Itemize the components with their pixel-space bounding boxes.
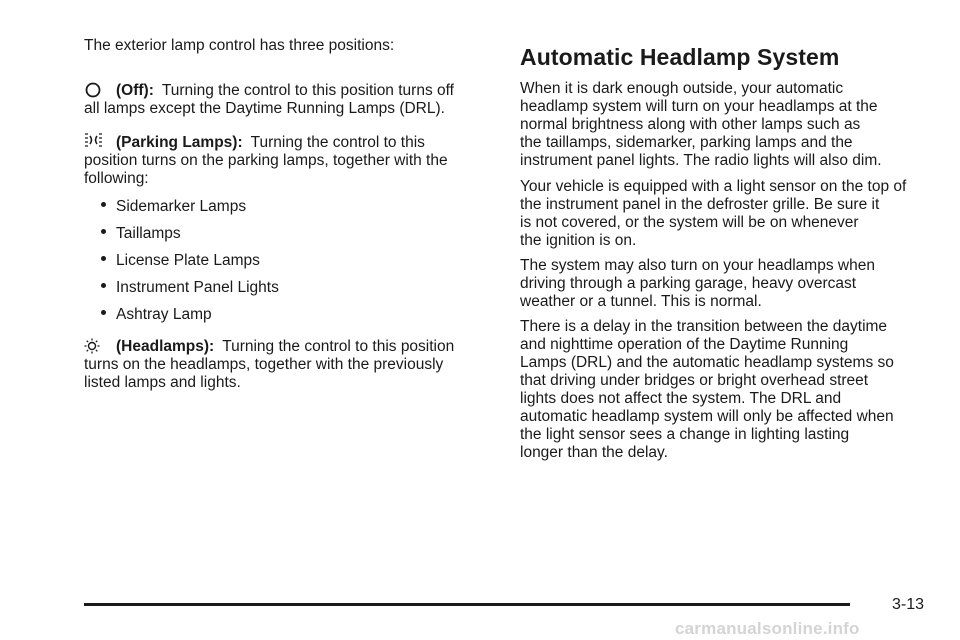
paragraph-line: Lamps (DRL) and the automatic headlamp systems so bbox=[520, 354, 894, 371]
off-position-item bbox=[84, 80, 454, 118]
off-text-line2: all lamps except the Daytime Running Lamps (DRL). bbox=[84, 100, 445, 117]
paragraph-line: lights does not affect the system. The DRL and bbox=[520, 390, 842, 407]
paragraph-4 bbox=[520, 318, 930, 462]
page-number: 3-13 bbox=[892, 596, 925, 613]
paragraph-line: that driving under bridges or bright overhead street bbox=[520, 372, 869, 389]
list-item: Ashtray Lamp bbox=[98, 306, 279, 333]
paragraph-line: driving through a parking garage, heavy overcast bbox=[520, 275, 857, 292]
list-item: Sidemarker Lamps bbox=[98, 198, 279, 225]
parking-label: (Parking Lamps): bbox=[116, 134, 243, 151]
paragraph-line: the ignition is on. bbox=[520, 232, 637, 249]
parking-lamps-icon bbox=[84, 132, 106, 152]
list-item: License Plate Lamps bbox=[98, 252, 279, 279]
off-label: (Off): bbox=[116, 82, 154, 99]
off-text-line1: Turning the control to this position turns off bbox=[161, 82, 454, 99]
headlamps-position-item bbox=[84, 336, 454, 392]
section-heading: Automatic Headlamp System bbox=[520, 44, 840, 70]
paragraph-line: When it is dark enough outside, your automatic bbox=[520, 80, 844, 97]
paragraph-line: is not covered, or the system will be on whenever bbox=[520, 214, 859, 231]
paragraph-line: and nighttime operation of the Daytime Running bbox=[520, 336, 849, 353]
headlamps-label: (Headlamps): bbox=[116, 338, 215, 355]
paragraph-line: There is a delay in the transition between the daytime bbox=[520, 318, 888, 335]
headlamps-text-line1: Turning the control to this position bbox=[222, 338, 455, 355]
list-item: Taillamps bbox=[98, 225, 279, 252]
headlamp-icon bbox=[84, 336, 106, 356]
paragraph-line: the light sensor sees a change in lighting lasting bbox=[520, 426, 850, 443]
paragraph-line: automatic headlamp system will only be affected when bbox=[520, 408, 894, 425]
paragraph-line: the taillamps, sidemarker, parking lamps and the bbox=[520, 134, 853, 151]
paragraph-line: Your vehicle is equipped with a light sensor on the top of bbox=[520, 178, 907, 195]
paragraph-line: instrument panel lights. The radio lights will also dim. bbox=[520, 152, 882, 169]
lamp-bullet-list bbox=[98, 198, 279, 333]
parking-text-line2: position turns on the parking lamps, together with the bbox=[84, 152, 448, 169]
paragraph-line: longer than the delay. bbox=[520, 444, 668, 461]
footer-rule bbox=[84, 603, 850, 606]
intro-text: The exterior lamp control has three positions: bbox=[84, 37, 395, 54]
parking-position-item bbox=[84, 132, 448, 188]
paragraph-line: weather or a tunnel. This is normal. bbox=[520, 293, 762, 310]
paragraph-3 bbox=[520, 257, 930, 311]
watermark: carmanualsonline.info bbox=[675, 619, 860, 638]
off-circle-icon bbox=[84, 80, 106, 100]
headlamps-text-line3: listed lamps and lights. bbox=[84, 374, 241, 391]
paragraph-2 bbox=[520, 178, 930, 250]
paragraph-1 bbox=[520, 80, 930, 170]
parking-text-line3: following: bbox=[84, 170, 149, 187]
paragraph-line: the instrument panel in the defroster grille. Be sure it bbox=[520, 196, 880, 213]
paragraph-line: headlamp system will turn on your headlamps at the bbox=[520, 98, 878, 115]
parking-text-line1: Turning the control to this bbox=[250, 134, 425, 151]
headlamps-text-line2: turns on the headlamps, together with the previously bbox=[84, 356, 444, 373]
list-item: Instrument Panel Lights bbox=[98, 279, 279, 306]
paragraph-line: The system may also turn on your headlamps when bbox=[520, 257, 875, 274]
paragraph-line: normal brightness along with other lamps such as bbox=[520, 116, 861, 133]
